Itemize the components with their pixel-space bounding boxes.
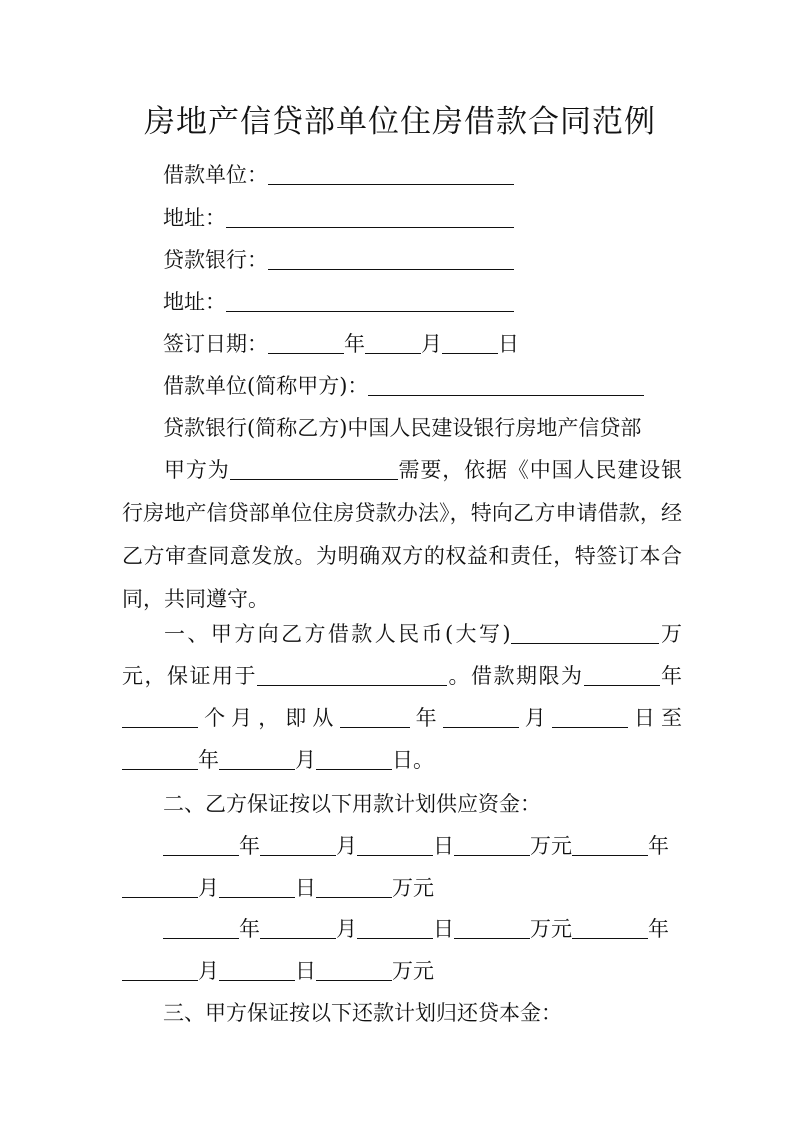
end-month-blank [219,747,295,770]
start-month-blank [443,705,519,728]
clause3-heading: 三、甲方保证按以下还款计划归还贷本金： [163,1001,562,1025]
borrower-field [163,160,514,190]
term-year-blank [584,663,660,686]
preamble-paragraph [122,449,682,621]
blank [316,875,392,898]
blank [122,958,198,981]
clause1-paragraph [122,613,682,781]
amount-blank [511,621,659,644]
day-text: 日 [295,959,316,983]
party-a-blank [368,373,644,396]
blank [219,958,295,981]
end-year-blank [122,747,198,770]
clause1-to: 日至 [627,706,683,730]
purpose-blank [230,457,398,480]
blank [454,916,530,939]
blank [219,875,295,898]
address2-field [163,287,514,317]
start-day-blank [552,705,628,728]
party-a-label: 借款单位(简称甲方)： [163,374,369,398]
wan-text: 万元 [392,959,434,983]
clause1-year3: 年 [198,748,219,772]
fund-plan-row1-line1 [163,831,669,861]
day-text: 日 [433,917,454,941]
day-text: 日 [295,876,316,900]
date-month-text: 月 [421,332,442,356]
wan-text: 万元 [530,917,572,941]
end-day-blank [316,747,392,770]
term-month-blank [122,705,198,728]
blank [163,833,239,856]
fund-plan-row1-line2 [122,873,434,903]
document-title: 房地产信贷部单位住房借款合同范例 [144,104,656,140]
wan-text: 万元 [530,834,572,858]
blank [163,916,239,939]
year-text: 年 [648,917,669,941]
month-text: 月 [336,917,357,941]
address1-label: 地址： [163,206,226,230]
date-day-blank [442,331,498,354]
address1-field [163,203,514,233]
start-year-blank [340,705,410,728]
clause1-end: 日。 [392,748,434,772]
lender-blank [268,247,514,270]
address2-label: 地址： [163,290,226,314]
blank [454,833,530,856]
blank [357,833,433,856]
clause1-year2: 年 [409,706,443,730]
month-text: 月 [198,876,219,900]
blank [260,916,336,939]
clause1-part4: 个月，即从 [198,706,340,730]
preamble-part1: 甲方为 [164,458,230,482]
year-text: 年 [239,834,260,858]
fund-plan-row2-line1 [163,914,669,944]
clause2-heading: 二、乙方保证按以下用款计划供应资金： [163,792,541,816]
year-text: 年 [648,834,669,858]
blank [572,833,648,856]
blank [572,916,648,939]
address1-blank [226,205,514,228]
party-b-line: 贷款银行(简称乙方)中国人民建设银行房地产信贷部 [163,416,642,440]
year-text: 年 [239,917,260,941]
lender-label: 贷款银行： [163,248,268,272]
preamble-part2: 需要，依据《中国人民建设银行房地产信贷部单位住房贷款办法》，特向乙方申请借款，经乙方审查同意发放。为明确双方的权益和责任，特签订本合同，共同遵守。 [122,458,682,611]
clause1-part2: 万元，保证用于 [122,622,683,688]
month-text: 月 [198,959,219,983]
blank [357,916,433,939]
blank [316,958,392,981]
wan-text: 万元 [392,876,434,900]
day-text: 日 [433,834,454,858]
month-text: 月 [336,834,357,858]
date-day-text: 日 [498,332,519,356]
date-year-blank [268,331,344,354]
borrower-blank [268,162,514,185]
blank [260,833,336,856]
date-month-blank [365,331,421,354]
lender-field [163,245,514,275]
clause1-month2: 月 [295,748,316,772]
clause1-part3: 。借款期限为 [447,664,584,688]
usage-blank [257,663,447,686]
clause1-year1: 年 [659,664,682,688]
party-a-field [163,371,644,401]
address2-blank [226,289,514,312]
date-field [163,329,519,359]
date-label: 签订日期： [163,332,268,356]
date-year-text: 年 [344,332,365,356]
clause1-month1: 月 [518,706,552,730]
blank [122,875,198,898]
fund-plan-row2-line2 [122,956,434,986]
clause1-part1: 一、甲方向乙方借款人民币(大写) [164,622,511,646]
borrower-label: 借款单位： [163,163,268,187]
